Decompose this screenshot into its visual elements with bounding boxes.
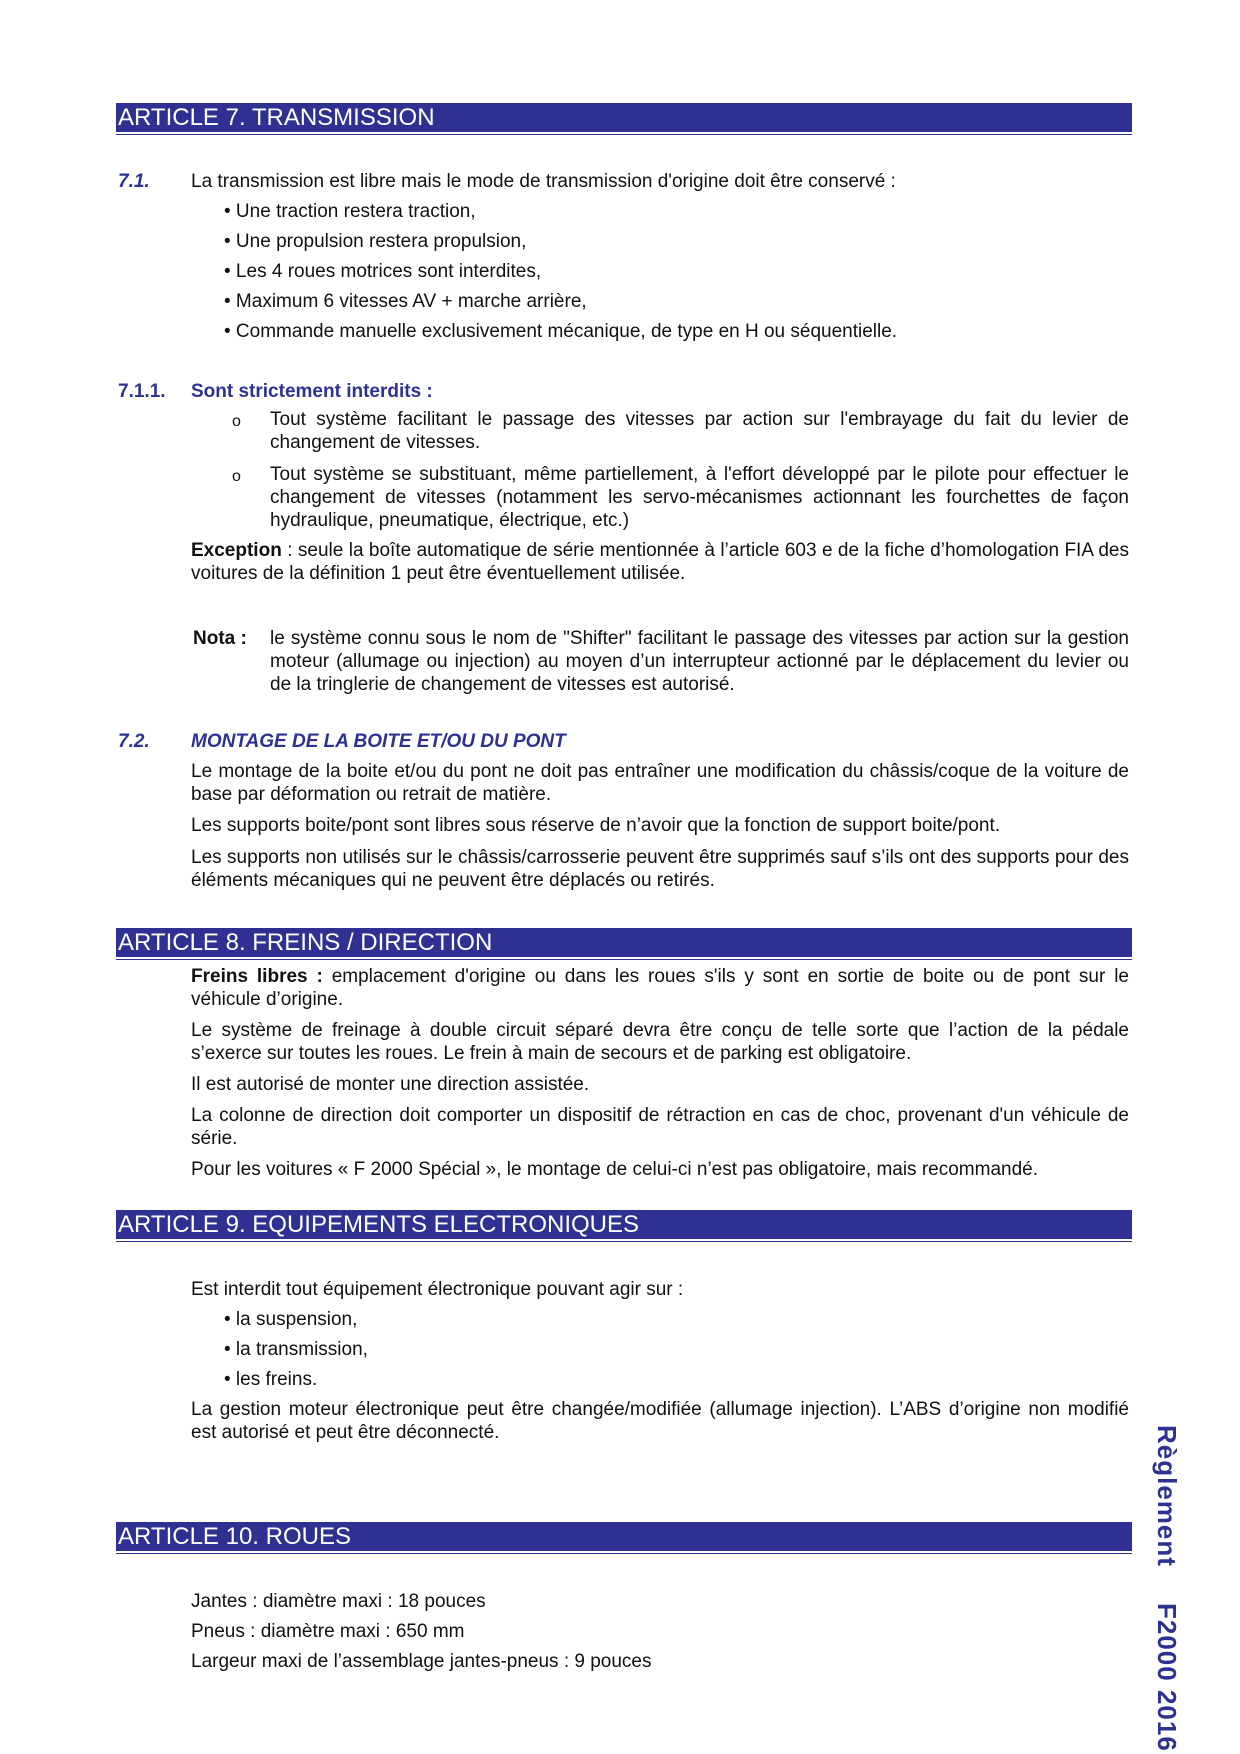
list-item: • les freins. (224, 1369, 318, 1390)
nota-label: Nota : (193, 628, 247, 649)
list-item: • Maximum 6 vitesses AV + marche arrière, (224, 291, 587, 312)
brakes-text: emplacement d'origine ou dans les roues s'ils y sont en sortie de boite ou de pont sur le véhicule d’origine. (191, 966, 1129, 1010)
article-7-header (116, 103, 1132, 132)
list-marker: o (232, 468, 241, 485)
width-line: Largeur maxi de l’assemblage jantes-pneus : 9 pouces (191, 1651, 652, 1672)
brakes-label: Freins libres : (191, 966, 323, 987)
section-7-2-title: MONTAGE DE LA BOITE ET/OU DU PONT (191, 731, 566, 752)
article-9-intro: Est interdit tout équipement électronique pouvant agir sur : (191, 1279, 684, 1300)
article-8-paragraph: Pour les voitures « F 2000 Spécial », le montage de celui-ci n’est pas obligatoire, mais recommandé. (191, 1159, 1038, 1180)
list-item: • la transmission, (224, 1339, 368, 1360)
list-item: • la suspension, (224, 1309, 358, 1330)
list-item: Tout système facilitant le passage des vitesses par action sur l'embrayage du fait du levier de changement de vitesses. (270, 409, 1129, 453)
article-8-paragraph (191, 965, 1129, 1011)
section-7-2-paragraph: Les supports boite/pont sont libres sous réserve de n’avoir que la fonction de support boite/pont. (191, 815, 1001, 836)
article-9-title: ARTICLE 9. EQUIPEMENTS ELECTRONIQUES (118, 1211, 640, 1238)
section-7-1-intro: La transmission est libre mais le mode de transmission d'origine doit être conservé : (191, 171, 896, 192)
list-marker: o (232, 413, 241, 430)
list-item: Tout système se substituant, même partiellement, à l'effort développé par le pilote pour effectuer le changement de vitesses (notamment les servo-mécanismes actionnant les fourchettes de façon hydraulique, pneumatique, électrique, etc.) (270, 464, 1129, 531)
section-7-1-1-number: 7.1.1. (118, 381, 166, 402)
list-item: • Commande manuelle exclusivement mécanique, de type en H ou séquentielle. (224, 321, 898, 342)
article-8-header (116, 928, 1132, 957)
article-7-title: ARTICLE 7. TRANSMISSION (118, 104, 435, 131)
section-7-2-number: 7.2. (118, 731, 150, 752)
section-7-1-1-title: Sont strictement interdits : (191, 381, 433, 402)
section-7-1-number: 7.1. (118, 171, 150, 192)
article-8-title: ARTICLE 8. FREINS / DIRECTION (118, 929, 493, 956)
article-8-paragraph: La colonne de direction doit comporter un dispositif de rétraction en cas de choc, provenant d'un véhicule de série. (191, 1105, 1129, 1149)
exception-text: : seule la boîte automatique de série mentionnée à l’article 603 e de la fiche d’homologation FIA des voitures de la définition 1 peut être éventuellement utilisée. (191, 540, 1129, 584)
section-7-2-paragraph: Le montage de la boite et/ou du pont ne doit pas entraîner une modification du châssis/coque de la voiture de base par déformation ou retrait de matière. (191, 761, 1129, 805)
exception-label: Exception (191, 540, 282, 561)
list-item: • Une propulsion restera propulsion, (224, 231, 527, 252)
article-9-paragraph: La gestion moteur électronique peut être changée/modifiée (allumage injection). L’ABS d’origine non modifié est autorisé et peut être déconnecté. (191, 1399, 1129, 1443)
side-label-part: F2000 2016 (1152, 1603, 1182, 1752)
list-item: • Les 4 roues motrices sont interdites, (224, 261, 542, 282)
section-7-2-paragraph: Les supports non utilisés sur le châssis/carrosserie peuvent être supprimés sauf s’ils ont des supports pour des éléments mécaniques qui ne peuvent être déplacés ou retirés. (191, 847, 1129, 891)
article-8-paragraph: Le système de freinage à double circuit séparé devra être conçu de telle sorte que l’action de la pédale s’exerce sur toutes les roues. Le frein à main de secours et de parking est obligatoire. (191, 1020, 1129, 1064)
exception-paragraph (191, 539, 1129, 585)
nota-text: le système connu sous le nom de "Shifter" facilitant le passage des vitesses par action sur la gestion moteur (allumage ou injection) au moyen d’un interrupteur actionné par le déplacement du levier ou de la tringlerie de changement de vitesses est autorisé. (270, 628, 1129, 695)
side-label-part: Règlement (1152, 1425, 1182, 1567)
article-10-title: ARTICLE 10. ROUES (118, 1523, 351, 1550)
article-8-paragraph: Il est autorisé de monter une direction assistée. (191, 1074, 590, 1095)
side-label (1152, 1425, 1182, 1752)
list-item: • Une traction restera traction, (224, 201, 476, 222)
tyres-line: Pneus : diamètre maxi : 650 mm (191, 1621, 465, 1642)
article-9-header (116, 1210, 1132, 1239)
article-10-header (116, 1522, 1132, 1551)
rims-line: Jantes : diamètre maxi : 18 pouces (191, 1591, 486, 1612)
